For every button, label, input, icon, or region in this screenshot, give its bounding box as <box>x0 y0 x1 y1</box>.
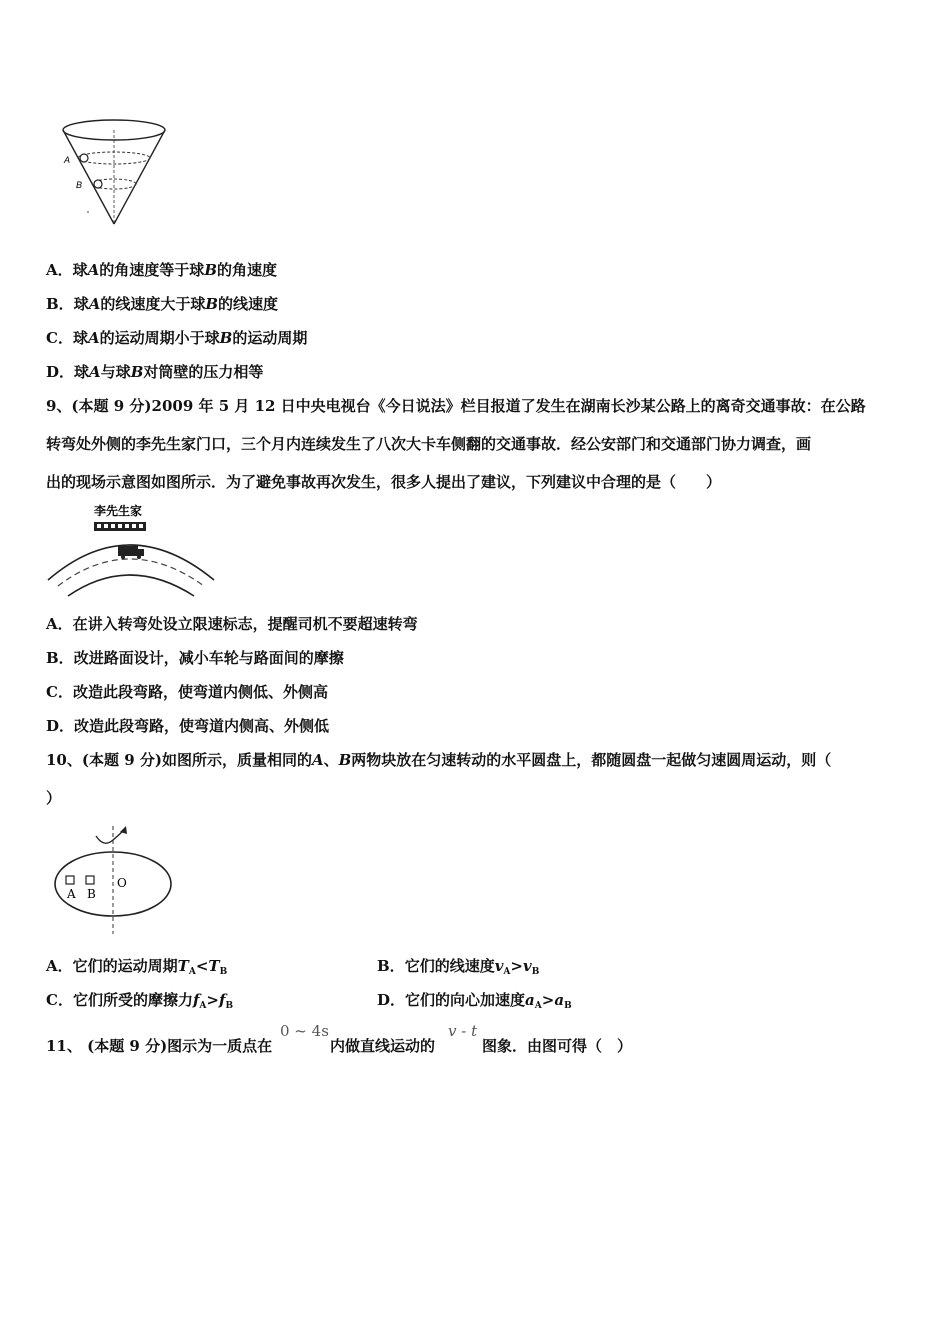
q9-option-a: A．在讲入转弯处设立限速标志，提醒司机不要超速转弯 <box>46 615 418 633</box>
block-a-label: A <box>67 887 76 901</box>
q10-option-d: D．它们的向心加速度$a_A>a_B$ <box>377 991 572 1011</box>
q9-option-b: B．改进路面设计，减小车轮与路面间的摩擦 <box>46 649 344 667</box>
q9-option-c: C．改造此段弯路，使弯道内侧低、外侧高 <box>46 683 328 701</box>
q9-stem-line-1: 9、(本题 9 分)2009 年 5 月 12 日中央电视台《今日说法》栏目报道了发生在湖南长沙某公路上的离奇交通事故：在公路 <box>46 397 866 415</box>
q8-option-a: A．球A的角速度等于球B的角速度 <box>46 261 278 279</box>
q10-option-a: A．它们的运动周期$T_A<T_B$ <box>46 957 228 977</box>
q9-option-d: D．改造此段弯路，使弯道内侧高、外侧低 <box>46 717 330 735</box>
disk-figure <box>50 822 178 940</box>
q11-graph-type: v - t <box>448 1022 478 1040</box>
road-curve-figure <box>44 500 219 600</box>
q11-stem-mid: 内做直线运动的 <box>330 1037 436 1055</box>
ball-a-label: A <box>64 155 71 165</box>
q9-stem-line-3: 出的现场示意图如图所示．为了避免事故再次发生，很多人提出了建议，下列建议中合理的是（ ） <box>46 473 722 491</box>
q11-time-range: 0 ~ 4s <box>280 1022 329 1040</box>
q10-stem-line-2: ） <box>46 789 62 807</box>
truck-icon <box>118 546 144 559</box>
q10-stem-line-1: 10、(本题 9 分)如图所示，质量相同的A、B两物块放在匀速转动的水平圆盘上，都随圆盘一起做匀速圆周运动，则（ <box>46 751 832 769</box>
block-b-label: B <box>87 887 96 901</box>
center-o-label: O <box>117 876 127 890</box>
q10-option-b: B．它们的线速度$v_A>v_B$ <box>377 957 540 977</box>
cone-figure <box>56 112 176 232</box>
q9-stem-line-2: 转弯处外侧的李先生家门口，三个月内连续发生了八次大卡车侧翻的交通事故．经公安部门和交通部门协力调查，画 <box>46 435 812 453</box>
q8-option-c: C．球A的运动周期小于球B的运动周期 <box>46 329 308 347</box>
ball-b-label: B <box>76 180 83 190</box>
q10-option-c: C．它们所受的摩擦力$f_A>f_B$ <box>46 991 234 1011</box>
q11-stem-post: 图象．由图可得（ ） <box>482 1037 633 1055</box>
q8-option-d: D．球A与球B对筒壁的压力相等 <box>46 363 264 381</box>
q8-option-b: B．球A的线速度大于球B的线速度 <box>46 295 279 313</box>
house-label: 李先生家 <box>94 504 143 518</box>
q11-stem-pre: 11、 (本题 9 分)图示为一质点在 <box>46 1037 273 1055</box>
